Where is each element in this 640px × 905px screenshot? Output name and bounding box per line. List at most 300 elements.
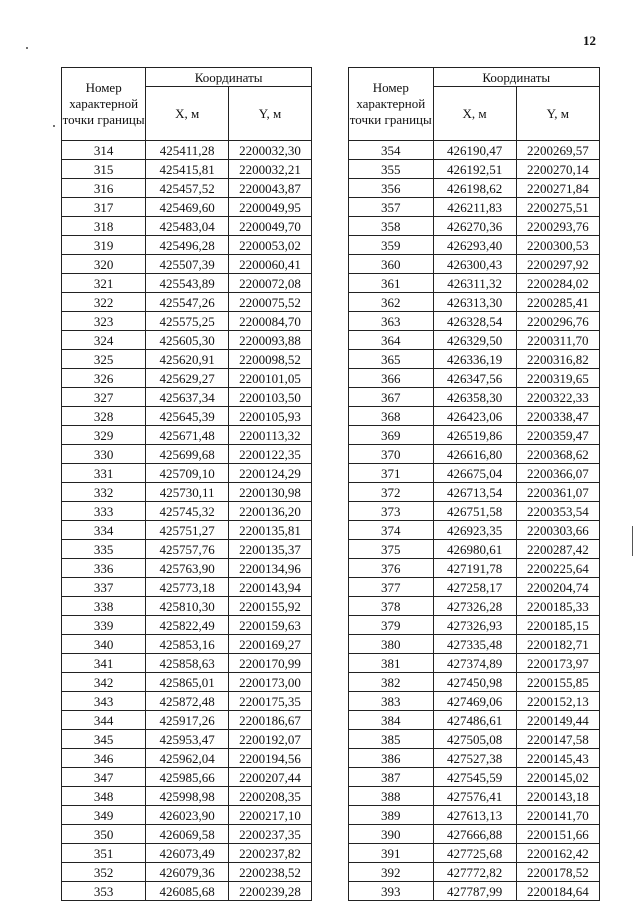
x-coordinate-cell: 426085,68 [146, 882, 229, 901]
coordinates-table-left [61, 67, 312, 901]
y-coordinate-cell: 2200366,07 [516, 464, 599, 483]
page-number: 12 [583, 33, 596, 48]
point-number-cell: 360 [349, 255, 434, 274]
x-coordinate-cell: 425496,28 [146, 236, 229, 255]
point-number-cell: 341 [62, 654, 146, 673]
point-number-cell: 321 [62, 274, 146, 293]
point-number-header: Номер характерной точки границы [349, 68, 434, 141]
y-coordinate-cell: 2200043,87 [228, 179, 311, 198]
point-number-header: Номер характерной точки границы [62, 68, 146, 141]
point-number-cell: 376 [349, 559, 434, 578]
point-number-cell: 351 [62, 844, 146, 863]
x-coordinate-cell: 427613,13 [433, 806, 516, 825]
y-header: Y, м [228, 87, 311, 141]
point-number-cell: 386 [349, 749, 434, 768]
x-coordinate-cell: 426328,54 [433, 312, 516, 331]
y-coordinate-cell: 2200353,54 [516, 502, 599, 521]
table-row [349, 844, 600, 863]
x-coordinate-cell: 425709,10 [146, 464, 229, 483]
table-row [349, 768, 600, 787]
y-coordinate-cell: 2200173,00 [228, 673, 311, 692]
table-row [62, 369, 312, 388]
x-coordinate-cell: 426751,58 [433, 502, 516, 521]
table-row [62, 274, 312, 293]
y-coordinate-cell: 2200319,65 [516, 369, 599, 388]
point-number-cell: 384 [349, 711, 434, 730]
table-row [62, 768, 312, 787]
x-coordinate-cell: 427772,82 [433, 863, 516, 882]
table-row [62, 749, 312, 768]
table-row [349, 730, 600, 749]
y-coordinate-cell: 2200173,97 [516, 654, 599, 673]
point-number-cell: 370 [349, 445, 434, 464]
x-coordinate-cell: 425543,89 [146, 274, 229, 293]
y-coordinate-cell: 2200194,56 [228, 749, 311, 768]
y-coordinate-cell: 2200311,70 [516, 331, 599, 350]
y-coordinate-cell: 2200134,96 [228, 559, 311, 578]
x-coordinate-cell: 425822,49 [146, 616, 229, 635]
y-coordinate-cell: 2200237,82 [228, 844, 311, 863]
point-number-cell: 369 [349, 426, 434, 445]
point-number-cell: 363 [349, 312, 434, 331]
x-coordinate-cell: 425853,16 [146, 635, 229, 654]
y-coordinate-cell: 2200113,32 [228, 426, 311, 445]
point-number-cell: 389 [349, 806, 434, 825]
table-row [349, 369, 600, 388]
point-number-cell: 331 [62, 464, 146, 483]
point-number-cell: 383 [349, 692, 434, 711]
y-coordinate-cell: 2200368,62 [516, 445, 599, 464]
scan-speck [26, 47, 28, 49]
y-coordinate-cell: 2200032,21 [228, 160, 311, 179]
y-coordinate-cell: 2200135,37 [228, 540, 311, 559]
y-coordinate-cell: 2200151,66 [516, 825, 599, 844]
x-coordinate-cell: 425575,25 [146, 312, 229, 331]
table-row [349, 597, 600, 616]
point-number-cell: 364 [349, 331, 434, 350]
table-row [349, 825, 600, 844]
table-row [349, 749, 600, 768]
x-coordinate-cell: 426293,40 [433, 236, 516, 255]
table-row [62, 502, 312, 521]
x-coordinate-cell: 426190,47 [433, 141, 516, 160]
x-coordinate-cell: 425457,52 [146, 179, 229, 198]
x-coordinate-cell: 425962,04 [146, 749, 229, 768]
table-row [62, 730, 312, 749]
point-number-cell: 316 [62, 179, 146, 198]
point-number-cell: 385 [349, 730, 434, 749]
point-number-cell: 340 [62, 635, 146, 654]
coordinates-table-right [348, 67, 600, 901]
y-coordinate-cell: 2200162,42 [516, 844, 599, 863]
point-number-cell: 343 [62, 692, 146, 711]
y-coordinate-cell: 2200145,02 [516, 768, 599, 787]
y-coordinate-cell: 2200237,35 [228, 825, 311, 844]
table-row [349, 673, 600, 692]
x-coordinate-cell: 425469,60 [146, 198, 229, 217]
y-coordinate-cell: 2200204,74 [516, 578, 599, 597]
point-number-cell: 367 [349, 388, 434, 407]
x-coordinate-cell: 427527,38 [433, 749, 516, 768]
y-coordinate-cell: 2200101,05 [228, 369, 311, 388]
x-coordinate-cell: 426347,56 [433, 369, 516, 388]
point-number-cell: 317 [62, 198, 146, 217]
x-coordinate-cell: 425415,81 [146, 160, 229, 179]
coordinates-header: Координаты [433, 68, 599, 87]
y-coordinate-cell: 2200105,93 [228, 407, 311, 426]
y-coordinate-cell: 2200049,95 [228, 198, 311, 217]
point-number-cell: 392 [349, 863, 434, 882]
x-coordinate-cell: 427450,98 [433, 673, 516, 692]
table-row [62, 331, 312, 350]
y-coordinate-cell: 2200152,13 [516, 692, 599, 711]
point-number-cell: 326 [62, 369, 146, 388]
y-coordinate-cell: 2200175,35 [228, 692, 311, 711]
y-coordinate-cell: 2200296,76 [516, 312, 599, 331]
y-coordinate-cell: 2200225,64 [516, 559, 599, 578]
table-row [349, 464, 600, 483]
y-coordinate-cell: 2200285,41 [516, 293, 599, 312]
x-coordinate-cell: 427374,89 [433, 654, 516, 673]
x-coordinate-cell: 426519,86 [433, 426, 516, 445]
point-number-cell: 359 [349, 236, 434, 255]
point-number-cell: 314 [62, 141, 146, 160]
point-number-cell: 368 [349, 407, 434, 426]
table-row [62, 350, 312, 369]
x-coordinate-cell: 427326,93 [433, 616, 516, 635]
point-number-cell: 361 [349, 274, 434, 293]
point-number-cell: 371 [349, 464, 434, 483]
y-coordinate-cell: 2200145,43 [516, 749, 599, 768]
y-coordinate-cell: 2200143,94 [228, 578, 311, 597]
point-number-cell: 365 [349, 350, 434, 369]
x-coordinate-cell: 426616,80 [433, 445, 516, 464]
point-number-cell: 323 [62, 312, 146, 331]
table-row [62, 825, 312, 844]
y-coordinate-cell: 2200178,52 [516, 863, 599, 882]
table-row [62, 426, 312, 445]
x-coordinate-cell: 425483,04 [146, 217, 229, 236]
x-coordinate-cell: 425751,27 [146, 521, 229, 540]
point-number-cell: 350 [62, 825, 146, 844]
point-number-cell: 324 [62, 331, 146, 350]
table-row [62, 806, 312, 825]
y-coordinate-cell: 2200124,29 [228, 464, 311, 483]
y-coordinate-cell: 2200271,84 [516, 179, 599, 198]
y-coordinate-cell: 2200207,44 [228, 768, 311, 787]
point-number-cell: 353 [62, 882, 146, 901]
table-row [349, 521, 600, 540]
x-header: X, м [433, 87, 516, 141]
table-row [62, 198, 312, 217]
x-coordinate-cell: 426423,06 [433, 407, 516, 426]
x-coordinate-cell: 426713,54 [433, 483, 516, 502]
table-row [62, 844, 312, 863]
x-coordinate-cell: 427666,88 [433, 825, 516, 844]
x-coordinate-cell: 427486,61 [433, 711, 516, 730]
table-row [62, 692, 312, 711]
y-coordinate-cell: 2200072,08 [228, 274, 311, 293]
x-coordinate-cell: 425773,18 [146, 578, 229, 597]
x-coordinate-cell: 425985,66 [146, 768, 229, 787]
x-coordinate-cell: 427326,28 [433, 597, 516, 616]
point-number-cell: 339 [62, 616, 146, 635]
x-coordinate-cell: 426300,43 [433, 255, 516, 274]
point-number-cell: 319 [62, 236, 146, 255]
table-row [349, 160, 600, 179]
point-number-cell: 354 [349, 141, 434, 160]
table-row [349, 426, 600, 445]
point-number-cell: 348 [62, 787, 146, 806]
table-row [349, 806, 600, 825]
table-row [62, 635, 312, 654]
point-number-cell: 357 [349, 198, 434, 217]
y-coordinate-cell: 2200141,70 [516, 806, 599, 825]
x-coordinate-cell: 427335,48 [433, 635, 516, 654]
point-number-cell: 322 [62, 293, 146, 312]
x-coordinate-cell: 425917,26 [146, 711, 229, 730]
point-number-cell: 377 [349, 578, 434, 597]
point-number-cell: 336 [62, 559, 146, 578]
point-number-cell: 373 [349, 502, 434, 521]
table-row [62, 160, 312, 179]
y-coordinate-cell: 2200269,57 [516, 141, 599, 160]
x-coordinate-cell: 425605,30 [146, 331, 229, 350]
table-row [62, 578, 312, 597]
x-coordinate-cell: 426336,19 [433, 350, 516, 369]
table-row [62, 521, 312, 540]
y-coordinate-cell: 2200032,30 [228, 141, 311, 160]
table-row [349, 255, 600, 274]
y-coordinate-cell: 2200182,71 [516, 635, 599, 654]
table-row [349, 654, 600, 673]
y-coordinate-cell: 2200293,76 [516, 217, 599, 236]
y-coordinate-cell: 2200192,07 [228, 730, 311, 749]
point-number-cell: 362 [349, 293, 434, 312]
y-coordinate-cell: 2200186,67 [228, 711, 311, 730]
table-row [62, 787, 312, 806]
y-coordinate-cell: 2200170,99 [228, 654, 311, 673]
point-number-cell: 356 [349, 179, 434, 198]
y-coordinate-cell: 2200238,52 [228, 863, 311, 882]
table-row [62, 464, 312, 483]
x-coordinate-cell: 425810,30 [146, 597, 229, 616]
x-coordinate-cell: 426980,61 [433, 540, 516, 559]
y-coordinate-cell: 2200239,28 [228, 882, 311, 901]
table-row [349, 312, 600, 331]
point-number-cell: 325 [62, 350, 146, 369]
point-number-cell: 329 [62, 426, 146, 445]
y-coordinate-cell: 2200322,33 [516, 388, 599, 407]
table-row [349, 236, 600, 255]
table-row [349, 578, 600, 597]
y-coordinate-cell: 2200084,70 [228, 312, 311, 331]
table-row [349, 293, 600, 312]
x-coordinate-cell: 427576,41 [433, 787, 516, 806]
point-number-cell: 342 [62, 673, 146, 692]
x-coordinate-cell: 425637,34 [146, 388, 229, 407]
point-number-cell: 337 [62, 578, 146, 597]
x-coordinate-cell: 425865,01 [146, 673, 229, 692]
x-coordinate-cell: 426069,58 [146, 825, 229, 844]
x-coordinate-cell: 425645,39 [146, 407, 229, 426]
point-number-cell: 390 [349, 825, 434, 844]
table-row [349, 331, 600, 350]
point-number-cell: 338 [62, 597, 146, 616]
y-coordinate-cell: 2200075,52 [228, 293, 311, 312]
table-row [349, 863, 600, 882]
x-coordinate-cell: 425507,39 [146, 255, 229, 274]
point-number-cell: 315 [62, 160, 146, 179]
x-coordinate-cell: 426079,36 [146, 863, 229, 882]
point-number-cell: 378 [349, 597, 434, 616]
point-number-cell: 393 [349, 882, 434, 901]
point-number-cell: 387 [349, 768, 434, 787]
table-row [349, 882, 600, 901]
x-coordinate-cell: 427191,78 [433, 559, 516, 578]
table-row [62, 616, 312, 635]
point-number-cell: 332 [62, 483, 146, 502]
x-coordinate-cell: 425620,91 [146, 350, 229, 369]
table-row [62, 407, 312, 426]
y-coordinate-cell: 2200185,33 [516, 597, 599, 616]
x-coordinate-cell: 426270,36 [433, 217, 516, 236]
table-row [349, 635, 600, 654]
y-coordinate-cell: 2200098,52 [228, 350, 311, 369]
y-coordinate-cell: 2200287,42 [516, 540, 599, 559]
x-coordinate-cell: 425858,63 [146, 654, 229, 673]
y-coordinate-cell: 2200130,98 [228, 483, 311, 502]
point-number-cell: 327 [62, 388, 146, 407]
point-number-cell: 345 [62, 730, 146, 749]
table-row [62, 597, 312, 616]
point-number-cell: 349 [62, 806, 146, 825]
table-row [349, 711, 600, 730]
x-coordinate-cell: 427787,99 [433, 882, 516, 901]
y-coordinate-cell: 2200159,63 [228, 616, 311, 635]
table-row [62, 540, 312, 559]
table-row [62, 217, 312, 236]
y-coordinate-cell: 2200184,64 [516, 882, 599, 901]
x-coordinate-cell: 425730,11 [146, 483, 229, 502]
point-number-cell: 355 [349, 160, 434, 179]
y-header: Y, м [516, 87, 599, 141]
table-row [62, 293, 312, 312]
table-row [349, 483, 600, 502]
x-coordinate-cell: 425953,47 [146, 730, 229, 749]
y-coordinate-cell: 2200049,70 [228, 217, 311, 236]
table-row [349, 616, 600, 635]
y-coordinate-cell: 2200338,47 [516, 407, 599, 426]
y-coordinate-cell: 2200155,92 [228, 597, 311, 616]
table-row [62, 654, 312, 673]
point-number-cell: 379 [349, 616, 434, 635]
y-coordinate-cell: 2200155,85 [516, 673, 599, 692]
table-row [62, 236, 312, 255]
y-coordinate-cell: 2200103,50 [228, 388, 311, 407]
point-number-cell: 318 [62, 217, 146, 236]
x-coordinate-cell: 426311,32 [433, 274, 516, 293]
table-row [349, 559, 600, 578]
x-coordinate-cell: 425629,27 [146, 369, 229, 388]
y-coordinate-cell: 2200093,88 [228, 331, 311, 350]
y-coordinate-cell: 2200060,41 [228, 255, 311, 274]
y-coordinate-cell: 2200053,02 [228, 236, 311, 255]
x-coordinate-cell: 425699,68 [146, 445, 229, 464]
point-number-cell: 335 [62, 540, 146, 559]
point-number-cell: 382 [349, 673, 434, 692]
y-coordinate-cell: 2200270,14 [516, 160, 599, 179]
x-coordinate-cell: 425757,76 [146, 540, 229, 559]
x-coordinate-cell: 426211,83 [433, 198, 516, 217]
table-row [62, 141, 312, 160]
point-number-cell: 352 [62, 863, 146, 882]
point-number-cell: 375 [349, 540, 434, 559]
x-coordinate-cell: 427258,17 [433, 578, 516, 597]
x-coordinate-cell: 425998,98 [146, 787, 229, 806]
point-number-cell: 333 [62, 502, 146, 521]
x-coordinate-cell: 426358,30 [433, 388, 516, 407]
point-number-cell: 334 [62, 521, 146, 540]
point-number-cell: 344 [62, 711, 146, 730]
x-coordinate-cell: 425745,32 [146, 502, 229, 521]
y-coordinate-cell: 2200185,15 [516, 616, 599, 635]
y-coordinate-cell: 2200147,58 [516, 730, 599, 749]
point-number-cell: 330 [62, 445, 146, 464]
table-row [349, 179, 600, 198]
x-coordinate-cell: 426023,90 [146, 806, 229, 825]
point-number-cell: 380 [349, 635, 434, 654]
y-coordinate-cell: 2200297,92 [516, 255, 599, 274]
table-row [62, 179, 312, 198]
point-number-cell: 381 [349, 654, 434, 673]
x-coordinate-cell: 427469,06 [433, 692, 516, 711]
table-row [62, 312, 312, 331]
x-coordinate-cell: 427505,08 [433, 730, 516, 749]
table-row [349, 350, 600, 369]
x-coordinate-cell: 425547,26 [146, 293, 229, 312]
y-coordinate-cell: 2200122,35 [228, 445, 311, 464]
x-coordinate-cell: 425671,48 [146, 426, 229, 445]
table-row [62, 445, 312, 464]
scan-edge-mark [632, 526, 633, 556]
x-coordinate-cell: 427545,59 [433, 768, 516, 787]
table-row [349, 274, 600, 293]
table-row [62, 882, 312, 901]
table-row [349, 540, 600, 559]
point-number-cell: 366 [349, 369, 434, 388]
y-coordinate-cell: 2200136,20 [228, 502, 311, 521]
point-number-cell: 320 [62, 255, 146, 274]
x-coordinate-cell: 426329,50 [433, 331, 516, 350]
table-row [62, 559, 312, 578]
y-coordinate-cell: 2200361,07 [516, 483, 599, 502]
point-number-cell: 374 [349, 521, 434, 540]
y-coordinate-cell: 2200149,44 [516, 711, 599, 730]
table-row [349, 141, 600, 160]
point-number-cell: 358 [349, 217, 434, 236]
table-row [62, 483, 312, 502]
table-row [62, 863, 312, 882]
y-coordinate-cell: 2200316,82 [516, 350, 599, 369]
point-number-cell: 347 [62, 768, 146, 787]
x-coordinate-cell: 426923,35 [433, 521, 516, 540]
table-row [62, 673, 312, 692]
x-coordinate-cell: 426313,30 [433, 293, 516, 312]
table-row [62, 711, 312, 730]
y-coordinate-cell: 2200217,10 [228, 806, 311, 825]
table-row [349, 502, 600, 521]
